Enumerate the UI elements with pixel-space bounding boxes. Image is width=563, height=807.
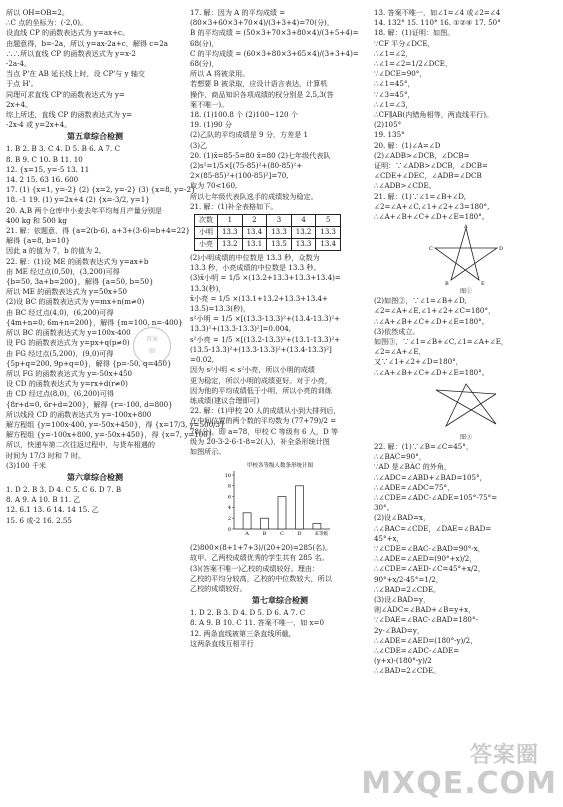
- text-line: ∠2=∠A+∠E，: [374, 347, 426, 357]
- solution-20: [190, 151, 370, 212]
- text-line: 22. 解：(1)设 ME 的函数表达式为 y=ax+b: [6, 256, 149, 266]
- bar-chart: [220, 459, 340, 541]
- table-cell: 13.3: [291, 239, 316, 251]
- table-cell: 13.2: [218, 239, 243, 251]
- text-line: 时间为 17/3 时和 7 时。: [6, 450, 86, 460]
- x-tick-label: D: [297, 531, 302, 538]
- bar: [261, 518, 269, 529]
- text-line: ∴∠1=∠2=1/2∠DCE，: [374, 59, 453, 69]
- svg-text:C: C: [429, 246, 433, 253]
- text-line: -2a-4。: [6, 59, 32, 69]
- text-line: 如图③，∵∠1=∠B+∠C,∠1=∠A+∠E，: [374, 337, 508, 347]
- text-line: ∴∠CDE=∠AED-∠C=45°+x/2，: [374, 564, 485, 574]
- text-line: ∴∠A+∠B+∠C+∠D+∠E=180°。: [374, 316, 489, 326]
- text-line: 操作，商品知识各项成绩的权分别是 2,5,3(答: [190, 89, 334, 99]
- text-line: 20. A,B 两个仓库中小麦去年平均每月产量分别是: [6, 205, 163, 215]
- svg-text:E: E: [481, 281, 485, 288]
- text-line: ∴∠BAD=2∠CDE。: [374, 584, 441, 594]
- solutions-17-19: [190, 8, 370, 151]
- table-header-row: [195, 215, 341, 227]
- y-tick-label: 10: [224, 472, 231, 479]
- text-line: ∠2=∠A+∠E,∠1+∠2+∠C=180°，: [374, 306, 496, 316]
- star-figure-1: [421, 224, 511, 286]
- text-line: 乙校的平均分较高，乙校的中位数较大，所以: [190, 573, 332, 583]
- solution-22: [374, 442, 558, 677]
- bar: [295, 486, 303, 529]
- text-line: 90°+x/2-45°=1/2，: [374, 574, 443, 584]
- figure-caption: 图③: [459, 433, 472, 441]
- text-line: 68(分)，: [190, 59, 219, 69]
- text-line: ∴∠1=45°，: [374, 79, 415, 89]
- text-line: ∴∠A+∠B+∠C+∠D+∠E=180°。: [374, 367, 489, 377]
- table-cell: 13.4: [316, 239, 341, 251]
- chapter7-heading: 第七章综合检测: [252, 596, 308, 606]
- bar: [278, 497, 286, 529]
- table-cell: 13.2: [291, 227, 316, 239]
- text-line: (3)x̄小明 = 1/5 ×(13.2+13.3+13.3+13.4)=: [190, 273, 341, 283]
- text-line: (2)设 BC 的函数表达式为 y=mx+n(m≠0): [6, 297, 145, 307]
- text-line: ∵∠DCE=90°，: [374, 69, 427, 79]
- text-line: 17. 解：因为 A 的平均成绩 =: [190, 8, 286, 17]
- text-line: (2)s²=1/5×[(75-85)²+(80-85)²+: [190, 161, 303, 171]
- text-line: ∴∠ADE=∠ADC=75°，: [374, 482, 455, 492]
- text-line: ∴∠CDE=∠ADC-∠ADE=105°-75°=: [374, 492, 498, 502]
- x-tick-label: C: [280, 531, 284, 538]
- text-line: 13. 答案不唯一，如∠1=∠4 或∠2=∠4: [374, 8, 501, 17]
- text-line: 由题意得，b=-2a，所以 y=ax-2a+c，解得 c=2a: [6, 38, 168, 48]
- text-line: 所以 ME 的函数表达式为 y=50x+50: [6, 287, 127, 297]
- answer-column-3: [374, 8, 558, 677]
- table-cell: 13.5: [267, 239, 292, 251]
- table-header-cell: 次数: [195, 215, 218, 227]
- text-line: ∴∠BAC=∠CDE，∠DAE=∠BAD=: [374, 523, 492, 533]
- text-line: 解得 {a=8, b=10}: [6, 236, 71, 246]
- y-tick-label: 8: [227, 483, 231, 490]
- text-line: ∴∴所以直线 CP 的函数表达式为 y=x-2: [6, 48, 136, 58]
- chapter6-heading: 第六章综合检测: [67, 472, 123, 482]
- text-line: 练成绩(建议合理即可): [190, 395, 260, 405]
- text-line: ∵∠DAE=∠BAC-∠BAD=180°-: [374, 615, 478, 625]
- text-line: 21. 解：依题意，得 {a=2(b-6), a+3+(3-6)=b+4=22}: [6, 226, 191, 236]
- text-line: {b=50, 3a+b=200}，解得 {a=50, b=50}: [6, 277, 154, 287]
- chapter7-answers: [190, 608, 370, 649]
- text-line: (2)乙队的平均成绩是 9 分，方差是 1: [190, 130, 309, 140]
- text-line: 设 FG 的函数表达式为 y=px+q(p≠0): [6, 338, 130, 348]
- text-line: B 的平均成绩 = (50×3+70×3+80×4)/(3+5+4)=: [190, 28, 359, 38]
- text-line: 则∠ADC=∠BAD+∠B=y+x，: [374, 605, 476, 615]
- text-line: 8. A 9. A 10. B 11. 乙: [6, 495, 81, 505]
- text-line: 2×(85-85)²+(100-85)²]=70,: [190, 171, 289, 181]
- x-axis-label: 等级: [319, 532, 328, 538]
- table-header-cell: 1: [218, 215, 243, 227]
- text-line: 2y-∠BAD=y，: [374, 625, 424, 635]
- text-line: 级为 20-3-2-6-1-8=2(人)，补全条形统计图: [190, 436, 330, 446]
- text-line: (13.5-13.3)²+(13.3-13.3)²+(13.4-13.3)²]: [190, 344, 332, 354]
- text-line: {8r+d=0, 6r+d=200}，解得 {r=-100, d=800}: [6, 399, 173, 409]
- text-line: 22. 解：(1)∵∠B=∠C=45°，: [374, 441, 473, 451]
- text-line: 1. D 2. B 3. D 4. D 5. D 6. A 7. C: [190, 608, 306, 618]
- text-line: 故甲、乙两校成绩优秀的学生共有 285 名。: [190, 553, 329, 563]
- text-line: {4m+n=0, 6m+n=200}，解得 {m=100, n=-400}: [6, 317, 183, 327]
- y-tick-label: 0: [227, 526, 231, 533]
- text-line: 设 CD 的函数表达式为 y=rx+d(r≠0): [6, 379, 128, 389]
- stamp-logo: 答案 圈: [133, 327, 171, 365]
- text-line: 78(分)，即 a=78，甲校 C 等级有 6 人，D 等: [190, 426, 339, 436]
- text-line: ∠CDE+∠DEC，∠ADB=∠DCB: [374, 171, 482, 181]
- text-line: (3)(答案不唯一)乙校的成绩较好。理由：: [190, 563, 320, 573]
- text-line: (2)设∠BAD=x，: [374, 513, 431, 523]
- text-line: s²小明 = 1/5 ×[(13.3-13.3)²+(13.4-13.3)²+: [190, 314, 341, 324]
- text-line: 1. B 2. B 3. C 4. D 5. B 6. A 7. C: [6, 144, 120, 154]
- text-line: (2)105°: [374, 120, 402, 130]
- text-line: 同理可求直线 CP'的函数表达式为 y=: [6, 89, 125, 99]
- text-line: (3)依然成立。: [374, 326, 420, 336]
- text-line: 乙校的成绩较好。: [190, 583, 247, 593]
- chapter5-heading: 第五章综合检测: [67, 132, 123, 142]
- watermark-text: 答案圈: [469, 743, 539, 768]
- text-line: 案不唯一)。: [190, 99, 229, 109]
- text-line: 因为 s²小明 < s²小亮，所以小明的成绩: [190, 365, 315, 375]
- text-line: ∵CF 平分∠DCE，: [374, 38, 435, 48]
- text-line: 这两条直线互相平行: [190, 638, 254, 648]
- text-line: 所以，快递车第二次往返过程中，与货车相遇的: [6, 440, 155, 450]
- text-line: 所以 FG 的函数表达式为 y=-50x+450: [6, 368, 133, 378]
- text-line: (y+x)-(180°-y)/2: [374, 656, 432, 666]
- text-line: 18. 解：(1)证明：如图。: [374, 28, 455, 38]
- text-line: 8. B 9. C 10. B 11. 10: [6, 154, 83, 164]
- table-cell: 13.3: [267, 227, 292, 239]
- text-line: 因此 a 的值为 7，b 的值为 2。: [6, 246, 107, 256]
- bar: [243, 513, 251, 529]
- text-line: -2x-4 或 y=2x+4。: [6, 120, 72, 130]
- text-line: 68(分)，: [190, 38, 219, 48]
- x-tick-label: E: [315, 531, 319, 538]
- text-line: (2)800×(8+1+7+3)/(20+20)=285(名)。: [190, 543, 333, 553]
- text-line: ∴∠A+∠B+∠C+∠D+∠E=180°。: [374, 212, 489, 222]
- text-line: 所以 OH=OB=2。: [6, 8, 69, 17]
- text-line: 所以七年级代表队选手的成绩较为稳定。: [190, 191, 318, 201]
- text-line: 证明：∵∠ADB>∠DCB，∠DCB=: [374, 161, 488, 171]
- table-cell: 小明: [195, 227, 218, 239]
- table-header-cell: 4: [291, 215, 316, 227]
- text-line: 17. (1) {x=1, y=-2} (2) {x=2, y=-2} (3) {x=8, y=-2}: [6, 185, 196, 195]
- text-line: (3)设∠BAD=y，: [374, 594, 431, 604]
- text-line: ∴∠BAC=90°，: [374, 452, 426, 462]
- text-line: 于点 H'。: [6, 79, 38, 89]
- text-line: ∴∠CDE=∠ADC-∠ADE=: [374, 645, 460, 655]
- text-line: ∴C 点的坐标为：(-2,0)。: [6, 18, 88, 28]
- text-line: s²小亮 = 1/5 ×[(13.2-13.3)²+(13.1-13.3)²+: [190, 334, 341, 344]
- table-header-cell: 2: [242, 215, 267, 227]
- text-line: 在中间位置的两个数的平均数为 (77+79)/2 =: [190, 416, 337, 426]
- svg-text:B: B: [445, 281, 449, 288]
- solution-21-cont: [374, 296, 558, 378]
- text-line: ∵AD 是∠BAC 的外角，: [374, 462, 452, 472]
- text-line: ∴CF∥AB(内错角相等，两直线平行)。: [374, 110, 494, 120]
- y-tick-label: 4: [227, 505, 231, 512]
- text-line: 设直线 CP 的函数表达式为 y=ax+c。: [6, 28, 130, 38]
- table-cell: 13.1: [242, 239, 267, 251]
- text-line: 又∵∠1+∠2+∠D=180°，: [374, 357, 463, 367]
- text-line: 22. 解：(1)甲校 20 人的成绩从小到大排列后，: [190, 406, 341, 416]
- text-line: ∴∠ADE=∠AED=(90°+x)/2，: [374, 554, 477, 564]
- text-line: ∴∠ADB>∠CDE。: [374, 181, 436, 191]
- watermark-logo: MXQE.COM: [361, 766, 557, 801]
- text-line: 由 FG 经过点(5,200)，(9,0)可得: [6, 348, 114, 358]
- y-tick-label: 2: [227, 516, 231, 523]
- text-line: x̄小亮 = 1/5 ×(13.1+13.2+13.3+13.4+: [190, 293, 328, 303]
- text-line: 由 CD 经过点(8,0)，(6,200)可得: [6, 389, 114, 399]
- table-header-cell: 3: [267, 215, 292, 227]
- text-line: 当点 P'在 AB 延长线上时，设 CP'与 y 轴交: [6, 69, 145, 79]
- text-line: 取为 70<160,: [190, 181, 238, 191]
- text-line: 14. 2 15. 63 16. 600: [6, 175, 79, 185]
- text-line: 解方程组 {y=-100x+800, y=-50x+450}，得 {x=7, y=100}: [6, 430, 213, 440]
- text-line: ∴∠BAD=2∠CDE。: [374, 666, 441, 676]
- table-header-cell: 5: [316, 215, 341, 227]
- star-figure-3: [426, 380, 506, 432]
- text-line: 12. 6.1 13. 6 14. 14 15. 乙: [6, 505, 99, 515]
- text-line: 20. 解：(1)∠A=∠D: [374, 140, 441, 150]
- text-line: 所以线段 CD 的函数表达式为 y=-100x+800: [6, 409, 152, 419]
- y-tick-label: 6: [227, 494, 231, 501]
- text-line: {5p+q=200, 9p+q=0}，解得 {p=-50, q=450}: [6, 358, 172, 368]
- text-line: 18. (1)100.8 个 (2)100~120 个: [190, 110, 298, 120]
- text-line: ∵∠3=45°，: [374, 89, 415, 99]
- text-line: (2)小明成绩的中位数是 13.3 秒，众数为: [190, 253, 320, 263]
- text-line: 19. (1)90 分: [190, 120, 232, 130]
- text-line: 21. 解：(1)∵∠1=∠B+∠D,: [374, 191, 467, 201]
- table-cell: 13.3: [218, 227, 243, 239]
- bar: [313, 524, 321, 529]
- text-line: 2x+4。: [6, 99, 33, 109]
- text-line: 1. D 2. B 3. D 4. C 5. C 6. D 7. B: [6, 484, 122, 494]
- solution-22: [190, 543, 370, 594]
- text-line: 18. -1 19. (1) y=2x+4 (2) {x=-3/2, y=1}: [6, 195, 150, 205]
- text-line: 13.3(秒)，: [190, 283, 226, 293]
- text-line: 因为他的平均成绩低于小明，所以小亮的训练: [190, 385, 332, 395]
- score-table: [194, 214, 341, 251]
- text-line: (3)100 千米: [6, 460, 47, 470]
- text-line: 所以 BC 的函数表达式为 y=100x-400: [6, 328, 131, 338]
- table-cell: 13.4: [242, 227, 267, 239]
- figure-caption: 图①: [459, 288, 472, 296]
- svg-text:D: D: [499, 246, 504, 253]
- table-row: [195, 239, 341, 251]
- text-line: 400 kg 和 500 kg: [6, 215, 67, 225]
- text-line: 13.3)²+(13.3-13.3)²]=0.004,: [190, 324, 291, 334]
- text-line: 15. 6 或-2 16. 2.55: [6, 515, 72, 525]
- table-cell: 13.3: [316, 227, 341, 239]
- text-line: ∴∠1=∠2，: [374, 48, 413, 58]
- text-line: 如图所示。: [190, 446, 226, 456]
- text-line: 13.5)=13.3(秒)，: [190, 304, 251, 314]
- text-line: ∠2=∠A+∠C,∠1+∠2+∠3=180°,: [374, 201, 490, 211]
- text-line: 更为稳定，所以小明的成绩更好。对于小亮，: [190, 375, 332, 385]
- text-line: 45°+x，: [374, 533, 404, 543]
- text-line: ∴∠ADE=∠AED=(180°-y)/2，: [374, 635, 478, 645]
- svg-text:A: A: [464, 224, 468, 231]
- chart-title: 甲校各等级人数条形统计图: [246, 463, 314, 470]
- text-line: ∵∠CDE=∠BAC-∠BAD=90°-x，: [374, 543, 485, 553]
- text-line: 综上所述，直线 CP 的函数表达式为 y=: [6, 110, 133, 120]
- text-line: ∴∠1=∠3，: [374, 99, 413, 109]
- solution-21: [190, 253, 370, 457]
- chapter6-answers: [6, 485, 184, 526]
- text-line: 12. {x=15, y=-5 13. 11: [6, 164, 90, 174]
- text-line: 12. 两条直线被第三条直线所截，: [190, 628, 296, 638]
- text-line: 13.3 秒，小亮成绩的中位数是 13.3 秒。: [190, 263, 321, 273]
- continued-solution: [6, 8, 184, 130]
- text-line: (3)乙: [190, 140, 208, 150]
- x-tick-label: A: [245, 531, 249, 538]
- text-line: 14. 132° 15. 110° 16. ①②④ 17. 50°: [374, 18, 501, 28]
- text-line: 19. 135°: [374, 130, 405, 140]
- text-line: 由 ME 经过点(0,50)，(3,200)可得: [6, 266, 120, 276]
- table-cell: 小亮: [195, 239, 218, 251]
- text-line: 8. A 9. B 10. C 11. 答案不唯一，如 x=0: [190, 618, 325, 628]
- text-line: 所以 A 将被录用。: [190, 69, 250, 79]
- text-line: =0.02,: [190, 355, 214, 365]
- text-line: C 的平均成绩 = (60×3+80×3+65×4)/(3+3+4)=: [190, 48, 359, 58]
- text-line: 解方程组 {y=100x-400, y=-50x+450}，得 {x=17/3, y=500/3}: [6, 419, 225, 429]
- text-line: 30°。: [374, 503, 394, 513]
- text-line: 由 BC 经过点(4,0)，(6,200)可得: [6, 307, 114, 317]
- text-line: ∴∠ADC=∠ABD+∠BAD=105°，: [374, 472, 487, 482]
- text-line: 20. (1)x̄=85-5=80 x̄=80 (2)七年级代表队: [190, 150, 331, 160]
- answer-column-2: [190, 8, 370, 649]
- table-row: [195, 227, 341, 239]
- x-tick-label: B: [262, 531, 267, 538]
- text-line: (2)如图②，∵∠1=∠B+∠D,: [374, 296, 467, 306]
- solutions-13-21: [374, 8, 558, 222]
- text-line: 21. 解：(1)补全表格如下。: [190, 201, 278, 211]
- text-line: 若想要 B 被录取，应设计语言表达，计算机: [190, 79, 328, 89]
- text-line: (2)∠ADB>∠DCB，∠DCB=: [374, 150, 470, 160]
- text-line: (80×3+60×3+70×4)/(3+3+4)=70(分)，: [190, 18, 334, 28]
